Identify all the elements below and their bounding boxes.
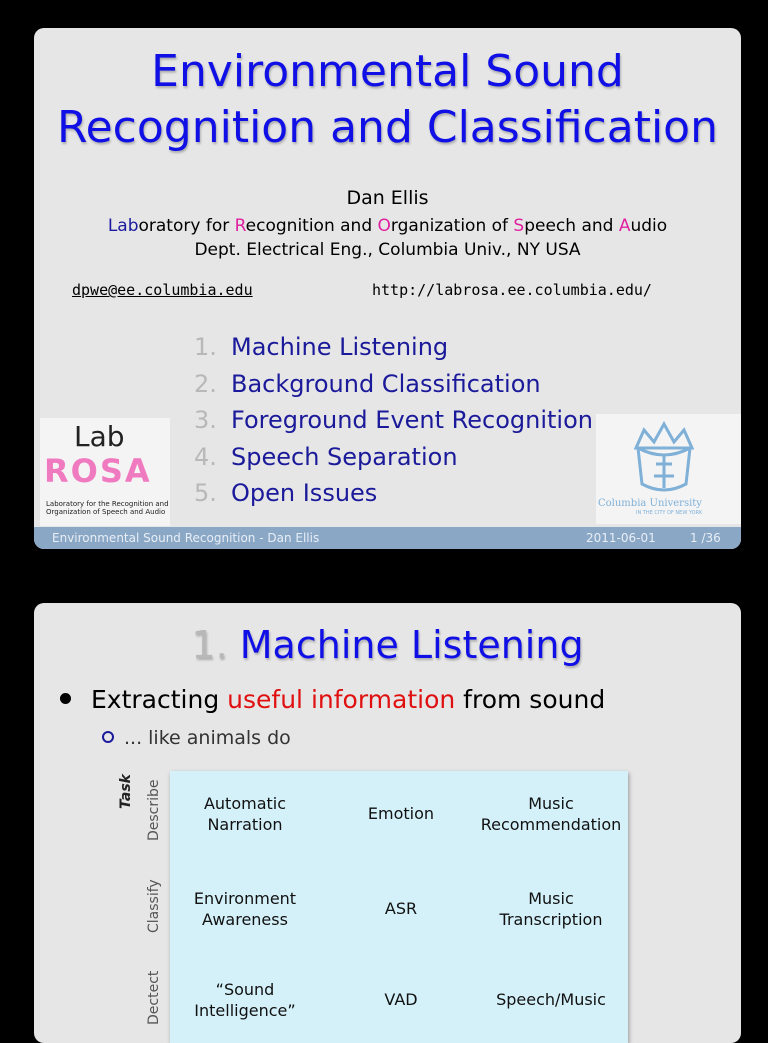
outline-number: 4. — [194, 442, 217, 471]
outline-label: Foreground Event Recognition — [231, 406, 593, 434]
logo-subtitle-line: Organization of Speech and Audio — [46, 508, 166, 516]
website-url[interactable]: http://labrosa.ee.columbia.edu/ — [372, 281, 652, 299]
slide-title — [34, 44, 741, 156]
columbia-subtitle: IN THE CITY OF NEW YORK — [636, 510, 703, 516]
outline-item — [194, 443, 593, 480]
bullet-icon — [60, 693, 71, 704]
outline-number: 2. — [194, 369, 217, 398]
sub-bullet-text: ... like animals do — [124, 727, 291, 749]
grid-cell: Speech/Music — [496, 990, 606, 1009]
lab-name-part: R — [234, 216, 246, 236]
highlight-text: useful information — [227, 685, 456, 714]
outline-number: 5. — [194, 479, 217, 507]
slide-footer — [34, 527, 741, 549]
lab-name-part: Lab — [107, 216, 139, 236]
lab-name — [34, 216, 741, 236]
row-label: Describe — [146, 779, 162, 841]
grid-cell: Emotion — [367, 804, 435, 823]
title-line-2: Recognition and Classification — [57, 102, 718, 153]
logo-subtitle — [46, 500, 169, 516]
lab-name-part: A — [618, 216, 631, 236]
logo-lab-text: Lab — [74, 420, 125, 453]
bullet-text: from sound — [455, 685, 606, 714]
task-grid — [170, 771, 628, 1043]
email-link[interactable]: dpwe@ee.columbia.edu — [72, 281, 253, 299]
slide-title — [34, 623, 741, 667]
outline-label: Machine Listening — [231, 333, 449, 361]
lab-name-part: ecognition and — [245, 216, 378, 236]
grid-cell: Music Recommendation — [480, 794, 622, 834]
columbia-crest-logo — [596, 414, 741, 524]
sub-bullet-item — [102, 727, 291, 749]
labrosa-logo — [40, 418, 170, 526]
lab-name-part: rganization of — [390, 216, 514, 236]
grid-cell: “Sound Intelligence” — [194, 980, 296, 1020]
lab-name-part: O — [377, 216, 391, 236]
grid-cell: VAD — [384, 990, 418, 1009]
outline-label: Open Issues — [231, 479, 378, 507]
lab-name-part: peech and — [524, 216, 619, 236]
lab-name-part: oratory for — [138, 216, 235, 236]
outline-item — [194, 406, 593, 443]
bullet-item — [60, 685, 605, 714]
title-slide — [34, 28, 741, 549]
section-number: 1. — [191, 623, 228, 667]
outline-number: 1. — [194, 333, 217, 361]
outline-item — [194, 370, 593, 407]
outline-list — [194, 333, 593, 516]
department: Dept. Electrical Eng., Columbia Univ., NY USA — [194, 240, 581, 260]
outline-number: 3. — [194, 406, 217, 434]
outline-label: Speech Separation — [231, 442, 458, 471]
section-title: Machine Listening — [239, 623, 584, 667]
row-label: Dectect — [146, 970, 162, 1025]
footer-title: Environmental Sound Recognition - Dan Ellis — [52, 531, 320, 545]
logo-subtitle-line: Laboratory for the Recognition and — [46, 500, 169, 508]
outline-item — [194, 479, 593, 516]
grid-cell: ASR — [384, 899, 418, 918]
grid-cell: Environment Awareness — [193, 889, 297, 929]
crown-icon — [624, 418, 704, 498]
bullet-text: Extracting — [91, 685, 228, 714]
axis-label: Task — [118, 774, 134, 809]
logo-rosa-text: ROSA — [44, 452, 152, 490]
lab-name-part: udio — [630, 216, 668, 236]
outline-label: Background Classification — [231, 369, 541, 398]
footer-date: 2011-06-01 — [586, 531, 656, 545]
author: Dan Ellis — [346, 187, 429, 209]
footer-page-number: 1 /36 — [690, 531, 721, 545]
row-label: Classify — [146, 879, 162, 933]
grid-cell: Music Transcription — [499, 889, 603, 929]
columbia-name: Columbia University — [598, 498, 702, 509]
content-slide — [34, 603, 741, 1043]
outline-item — [194, 333, 593, 370]
lab-name-part: S — [513, 216, 525, 236]
title-line-1: Environmental Sound — [151, 46, 624, 97]
grid-cell: Automatic Narration — [203, 794, 287, 834]
sub-bullet-icon — [102, 731, 114, 743]
